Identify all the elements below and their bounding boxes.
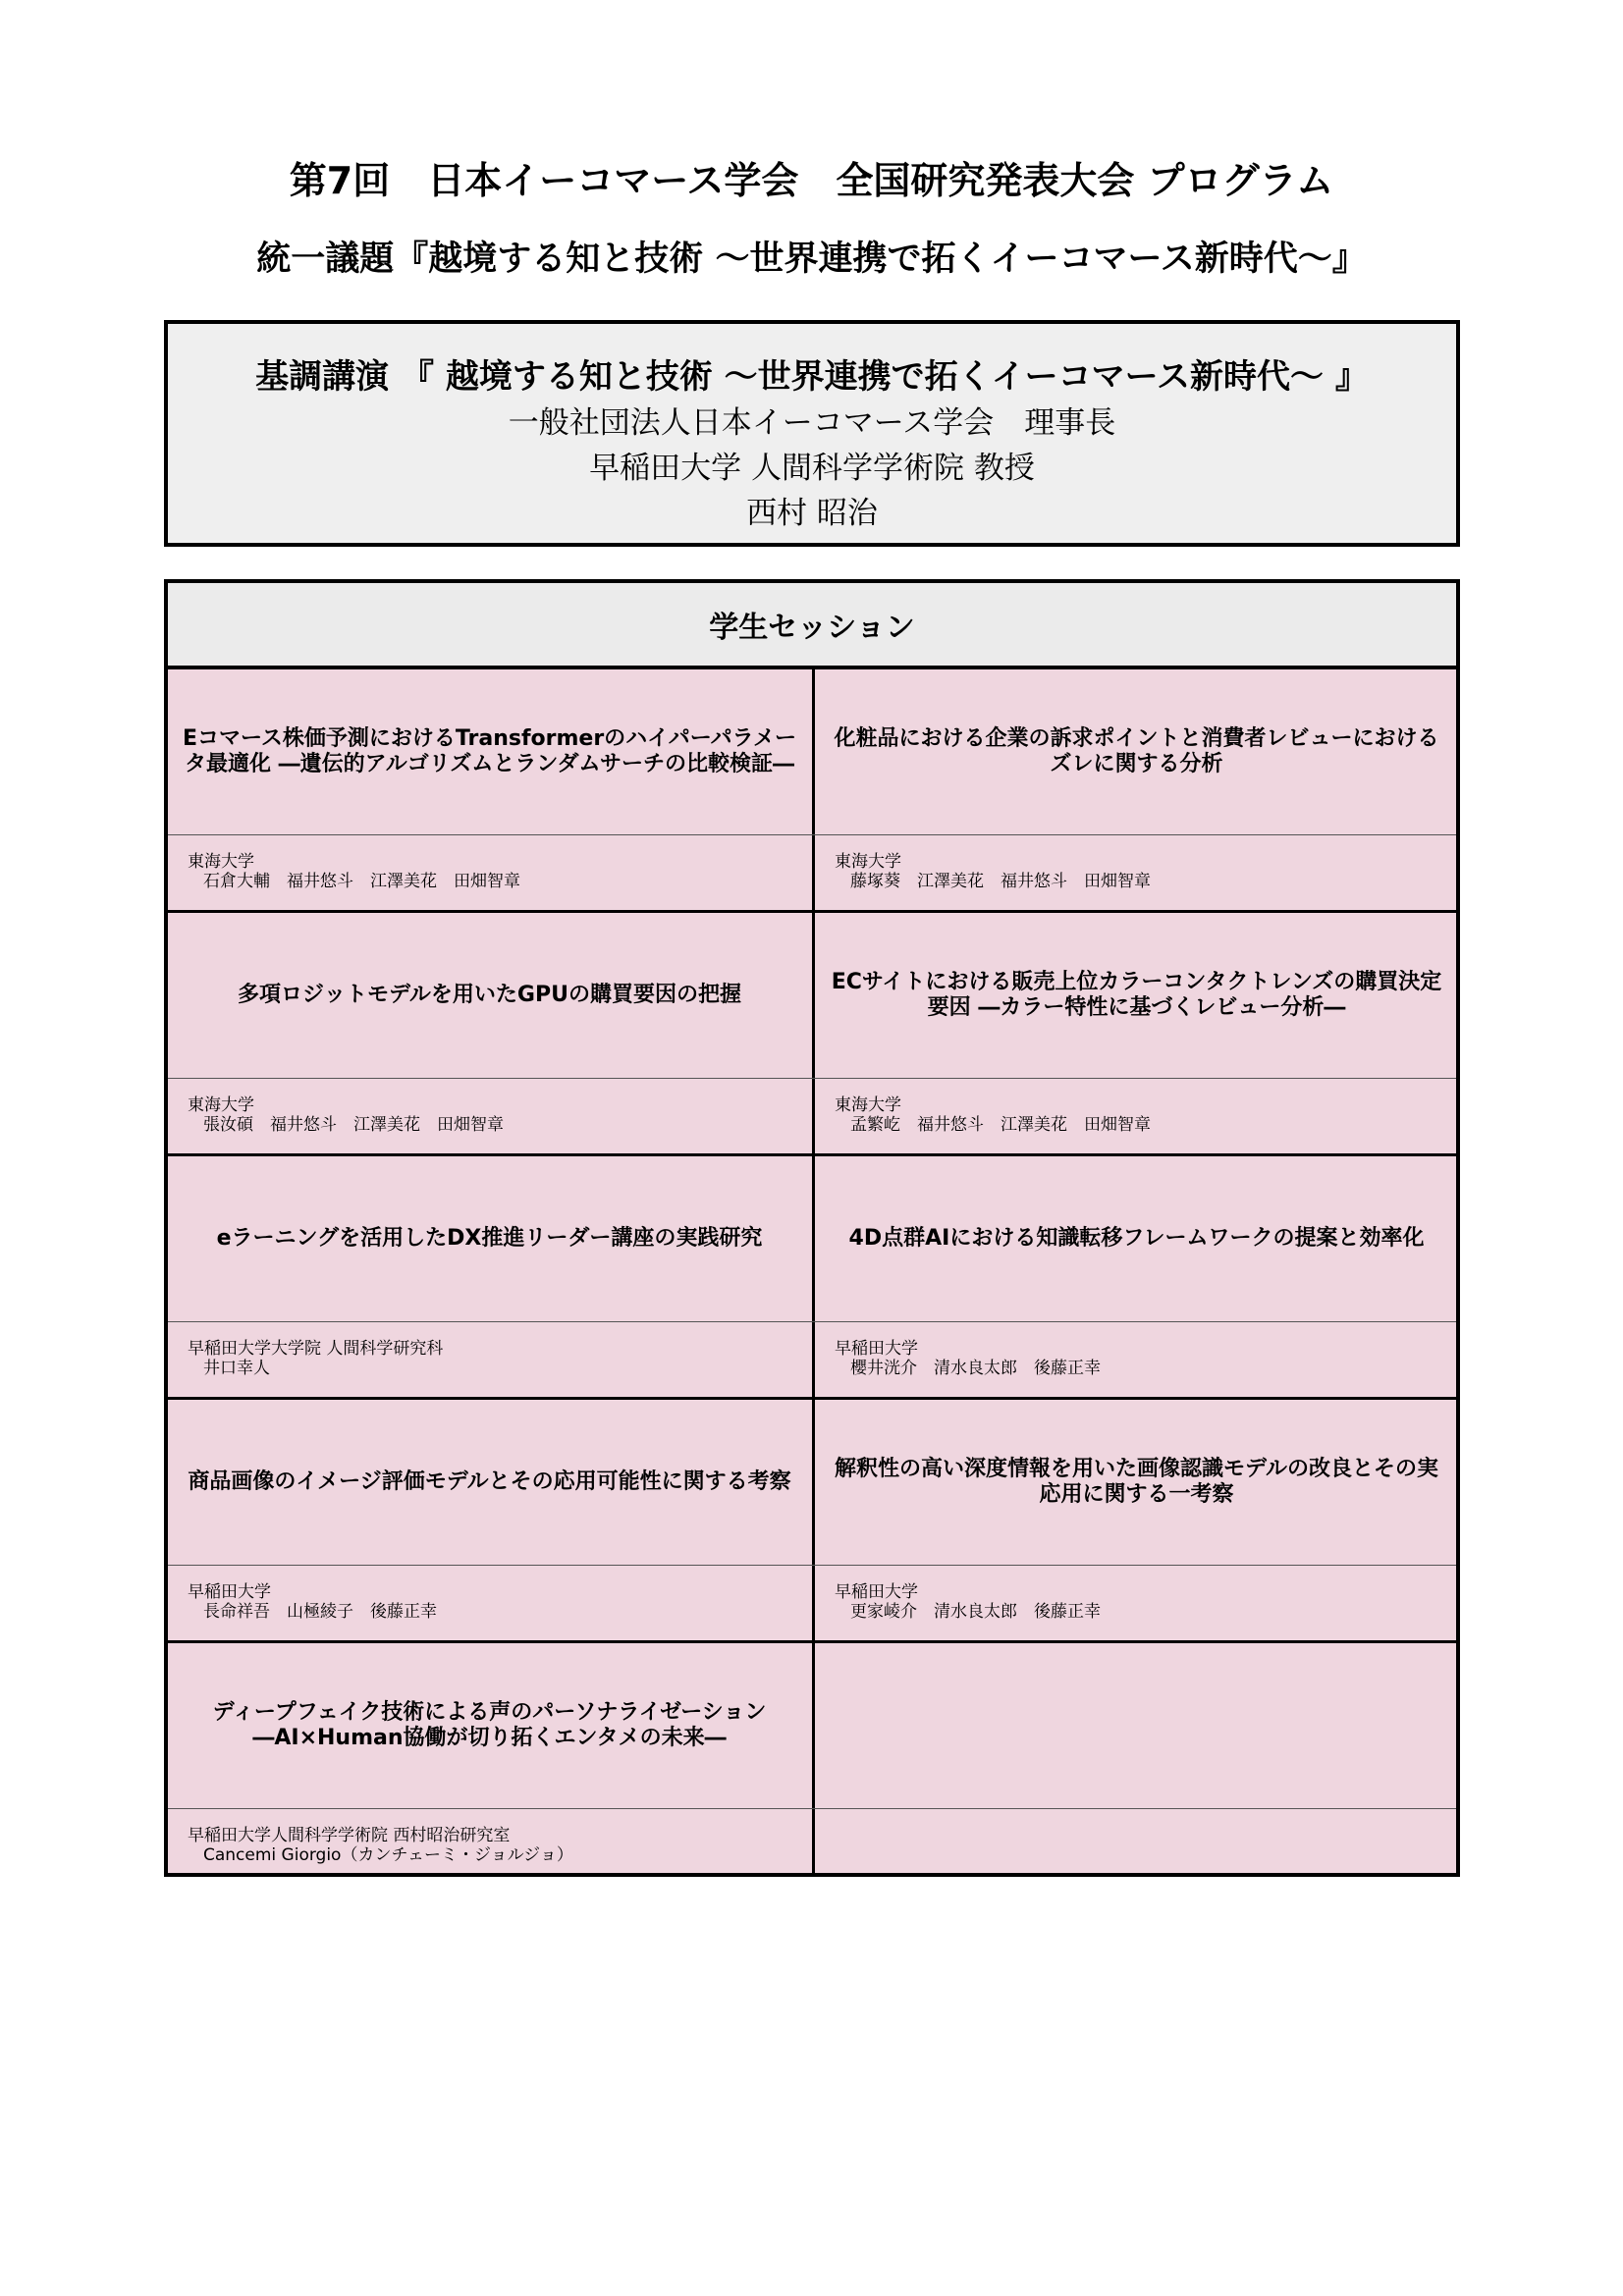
presentation-cell	[815, 669, 1458, 910]
presentation-affiliation	[188, 852, 520, 891]
row-separator	[168, 1321, 1456, 1322]
page-title: 第7回 日本イーコマース学会 全国研究発表大会 プログラム	[289, 159, 1334, 202]
affiliation-name: 早稲田大学大学院 人間科学研究科	[188, 1339, 444, 1359]
presentation-cell	[168, 669, 811, 910]
author-names: 藤塚葵 江澤美花 福井悠斗 田畑智章	[850, 872, 1151, 891]
keynote-speaker-org: 一般社団法人日本イーコマース学会 理事長	[508, 405, 1116, 441]
presentation-cell	[168, 1156, 811, 1397]
affiliation-name: 東海大学	[835, 852, 901, 872]
row-separator	[168, 1078, 1456, 1079]
affiliation-name: 早稲田大学	[188, 1582, 271, 1602]
presentation-title: 多項ロジットモデルを用いたGPUの購買要因の把握	[238, 983, 741, 1007]
presentation-affiliation	[835, 1095, 1151, 1135]
presentation-affiliation	[835, 1339, 1101, 1378]
presentation-affiliation	[188, 1339, 443, 1378]
keynote-box	[164, 320, 1460, 547]
presentation-affiliation	[188, 1095, 504, 1135]
presentation-cell	[168, 1643, 811, 1884]
author-names: 井口幸人	[203, 1359, 270, 1378]
presentation-affiliation	[188, 1582, 437, 1622]
presentation-affiliation	[835, 1582, 1101, 1622]
keynote-speaker-name: 西村 昭治	[746, 496, 878, 531]
presentation-title: eラーニングを活用したDX推進リーダー講座の実践研究	[216, 1226, 763, 1251]
author-names: 張汝碩 福井悠斗 江澤美花 田畑智章	[203, 1115, 504, 1135]
presentation-title: ECサイトにおける販売上位カラーコンタクトレンズの購買決定要因 ―カラー特性に基づくレビュー分析―	[831, 970, 1442, 1020]
presentation-cell	[168, 913, 811, 1153]
presentation-title: 解釈性の高い深度情報を用いた画像認識モデルの改良とその実応用に関する一考察	[835, 1457, 1438, 1507]
page-subtitle: 統一議題『越境する知と技術 ～世界連携で拓くイーコマース新時代～』	[256, 240, 1367, 279]
author-names: 櫻井洸介 清水良太郎 後藤正幸	[850, 1359, 1101, 1378]
row-separator	[168, 1808, 1456, 1809]
presentation-cell	[168, 1400, 811, 1640]
author-names: 長命祥吾 山極綾子 後藤正幸	[203, 1602, 437, 1622]
row-separator	[168, 834, 1456, 835]
affiliation-name: 東海大学	[188, 1095, 254, 1115]
author-names: 石倉大輔 福井悠斗 江澤美花 田畑智章	[203, 872, 520, 891]
author-names: 孟繁屹 福井悠斗 江澤美花 田畑智章	[850, 1115, 1151, 1135]
session-header: 学生セッション	[168, 583, 1456, 669]
affiliation-name: 早稲田大学	[835, 1339, 918, 1359]
presentation-cell	[815, 1400, 1458, 1640]
presentation-affiliation	[835, 852, 1151, 891]
keynote-speaker-position: 早稲田大学 人間科学学術院 教授	[589, 451, 1035, 486]
affiliation-name: 東海大学	[835, 1095, 901, 1115]
presentation-title: Eコマース株価予測におけるTransformerのハイパーパラメータ最適化 ―遺伝的アルゴリズムとランダムサーチの比較検証―	[182, 726, 796, 776]
author-names: Cancemi Giorgio（カンチェーミ・ジョルジョ）	[203, 1845, 573, 1865]
affiliation-name: 早稲田大学	[835, 1582, 918, 1602]
empty-cell	[815, 1643, 1458, 1884]
author-names: 更家崚介 清水良太郎 後藤正幸	[850, 1602, 1101, 1622]
affiliation-name: 早稲田大学人間科学学術院 西村昭治研究室	[188, 1826, 511, 1845]
student-session-table	[164, 579, 1460, 1877]
presentation-cell	[815, 913, 1458, 1153]
affiliation-name: 東海大学	[188, 852, 254, 872]
presentation-title: 商品画像のイメージ評価モデルとその応用可能性に関する考察	[188, 1469, 791, 1494]
keynote-title: 基調講演 『 越境する知と技術 ～世界連携で拓くイーコマース新時代～ 』	[255, 357, 1369, 397]
presentation-title: 化粧品における企業の訴求ポイントと消費者レビューにおけるズレに関する分析	[834, 726, 1439, 776]
presentation-cell	[815, 1156, 1458, 1397]
presentation-title: 4D点群AIにおける知識転移フレームワークの提案と効率化	[848, 1226, 1425, 1251]
row-separator	[168, 1565, 1456, 1566]
presentation-affiliation	[188, 1826, 573, 1865]
presentation-title: ディープフェイク技術による声のパーソナライゼーション ―AI×Human協働が切り拓くエンタメの未来―	[212, 1700, 767, 1750]
